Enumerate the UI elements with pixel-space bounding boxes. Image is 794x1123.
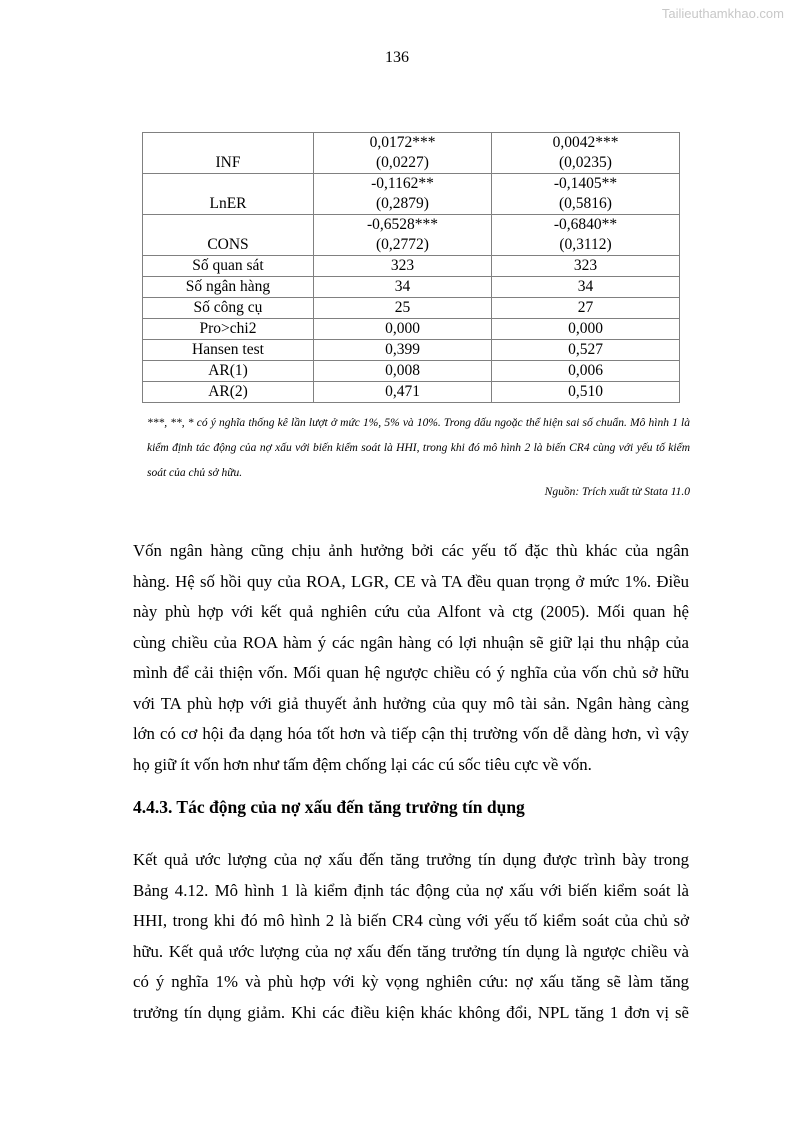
model2-cell: 0,510 [492, 382, 680, 403]
row-label: AR(2) [143, 382, 314, 403]
table-row [143, 298, 680, 319]
table-row [143, 277, 680, 298]
paragraph-bank-capital: Vốn ngân hàng cũng chịu ảnh hưởng bởi các yếu tố đặc thù khác của ngân hàng. Hệ số hồi quy của ROA, LGR, CE và TA đều quan trọng ở mức 1%. Điều này phù hợp với kết quả nghiên cứu của Alfont và ctg (2005). Mối quan hệ cùng chiều của ROA hàm ý các ngân hàng có lợi nhuận sẽ giữ lại thu nhập của mình để cải thiện vốn. Mối quan hệ ngược chiều có ý nghĩa của vốn chủ sở hữu với TA phù hợp với giả thuyết ảnh hưởng của quy mô tài sản. Ngân hàng càng lớn có cơ hội đa dạng hóa tốt hơn và tiếp cận thị trường vốn dễ dàng hơn, vì vậy họ giữ ít vốn hơn như tấm đệm chống lại các cú sốc tiêu cực về vốn. [133, 541, 689, 774]
watermark: Tailieuthamkhao.com [661, 6, 784, 21]
model1-cell: 0,008 [314, 361, 492, 382]
table-row [143, 174, 680, 215]
table-note: ***, **, * có ý nghĩa thống kê lần lượt ở mức 1%, 5% và 10%. Trong dấu ngoặc thể hiện sai số chuẩn. Mô hình 1 là kiểm định tác động của nợ xấu với biến kiểm soát là HHI, trong khi đó mô hình 2 là biến CR4 cùng với yếu tố kiểm soát của chủ sở hữu. [147, 417, 690, 479]
table-row [143, 361, 680, 382]
model2-cell: 27 [492, 298, 680, 319]
model2-cell: 0,527 [492, 340, 680, 361]
regression-table [142, 132, 680, 403]
table-row [143, 340, 680, 361]
model1-cell: 0,000 [314, 319, 492, 340]
row-label: Pro>chi2 [143, 319, 314, 340]
row-label: Số công cụ [143, 298, 314, 319]
section-heading: 4.4.3. Tác động của nợ xấu đến tăng trưởng tín dụng [133, 797, 525, 817]
model2-cell: -0,1405** (0,5816) [492, 174, 680, 215]
model2-cell: 0,0042*** (0,0235) [492, 133, 680, 174]
table-row [143, 319, 680, 340]
paragraph-npl-credit: Kết quả ước lượng của nợ xấu đến tăng trưởng tín dụng được trình bày trong Bảng 4.12. Mô hình 1 là kiểm định tác động của nợ xấu với biến kiểm soát là HHI, trong khi đó mô hình 2 là biến CR4 cùng với yếu tố kiểm soát của chủ sở hữu. Kết quả ước lượng của nợ xấu đến tăng trưởng tín dụng là ngược chiều và có ý nghĩa 1% và phù hợp với kỳ vọng nghiên cứu: nợ xấu tăng sẽ làm tăng trưởng tín dụng giảm. Khi các điều kiện khác không đổi, NPL tăng 1 đơn vị sẽ [133, 850, 689, 1022]
row-label: Hansen test [143, 340, 314, 361]
model1-cell: -0,6528*** (0,2772) [314, 215, 492, 256]
table-source: Nguồn: Trích xuất từ Stata 11.0 [544, 486, 690, 498]
model1-cell: 323 [314, 256, 492, 277]
model2-cell: 0,000 [492, 319, 680, 340]
model2-cell: -0,6840** (0,3112) [492, 215, 680, 256]
row-label: LnER [143, 174, 314, 215]
row-label: Số ngân hàng [143, 277, 314, 298]
table-row [143, 215, 680, 256]
model1-cell: 25 [314, 298, 492, 319]
model2-cell: 323 [492, 256, 680, 277]
row-label: AR(1) [143, 361, 314, 382]
row-label: Số quan sát [143, 256, 314, 277]
row-label: CONS [143, 215, 314, 256]
model1-cell: 0,399 [314, 340, 492, 361]
model1-cell: -0,1162** (0,2879) [314, 174, 492, 215]
model1-cell: 34 [314, 277, 492, 298]
page-number: 136 [385, 49, 409, 66]
model1-cell: 0,471 [314, 382, 492, 403]
row-label: INF [143, 133, 314, 174]
model2-cell: 0,006 [492, 361, 680, 382]
table-row [143, 256, 680, 277]
model2-cell: 34 [492, 277, 680, 298]
table-row [143, 133, 680, 174]
table-row [143, 382, 680, 403]
model1-cell: 0,0172*** (0,0227) [314, 133, 492, 174]
